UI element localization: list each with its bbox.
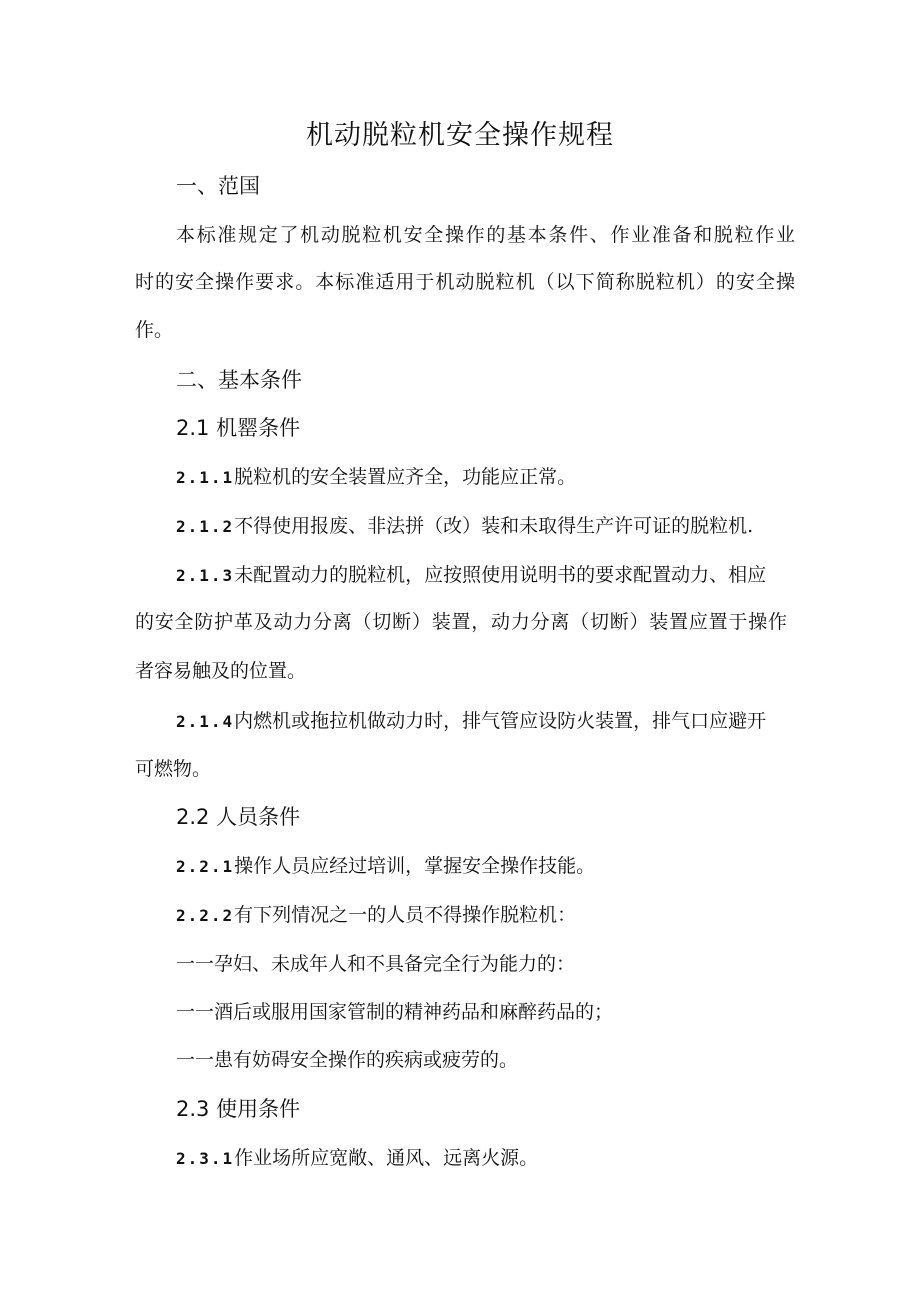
paragraph-line: 本标准规定了机动脱粒机安全操作的基本条件、作业准备和脱粒作业 (176, 224, 795, 246)
section-heading-scope: 一、范国 (176, 174, 260, 198)
clause-text: 内燃机或拖拉机做动力时，排气管应设防火装置，排气口应避开 (234, 710, 767, 732)
paragraph-line: 时的安全操作要求。本标准适用于机动脱粒机（以下简称脱粒机）的安全操 (135, 271, 795, 293)
clause-2-2-1 (176, 852, 836, 881)
clause-2-1-2 (176, 512, 836, 541)
clause-number: 2.2.1 (176, 857, 235, 876)
paragraph-line: 作。 (135, 319, 174, 341)
clause-text: 有下列情况之一的人员不得操作脱粒机： (234, 904, 577, 926)
list-item: 一一孕妇、未成年人和不具备完全行为能力的： (176, 953, 576, 975)
clause-2-2-2 (176, 901, 836, 930)
subsection-heading-machine: 2.1 机罂条件 (176, 416, 301, 440)
clause-text: 未配置动力的脱粒机，应按照使用说明书的要求配置动力、相应 (234, 564, 767, 586)
clause-text: 脱粒机的安全装置应齐全，功能应正常。 (234, 466, 577, 488)
clause-2-1-1 (176, 463, 836, 492)
clause-2-1-3-line-2: 的安全防护革及动力分离（切断）装置，动力分离（切断）装置应置于操作 (135, 611, 787, 633)
subsection-heading-personnel: 2.2 人员条件 (176, 805, 301, 829)
list-item: 一一患有妨碍安全操作的疾病或疲劳的。 (176, 1049, 519, 1071)
clause-2-1-4-line-2: 可燃物。 (135, 758, 212, 780)
section-heading-basic-conditions: 二、基本条件 (176, 368, 302, 392)
clause-number: 2.1.3 (176, 566, 235, 585)
clause-2-1-3-line-3: 者容易触及的位置。 (135, 660, 307, 682)
clause-2-3-1 (176, 1144, 836, 1173)
clause-number: 2.1.4 (176, 712, 235, 731)
page-title: 机动脱粒机安全操作规程 (306, 120, 614, 151)
clause-text: 不得使用报废、非法拼（改）装和未取得生产许可证的脱粒机. (234, 515, 754, 537)
clause-number: 2.1.1 (176, 468, 235, 487)
list-item: 一一酒后或服用国家管制的精神药品和麻醉药品的； (176, 1001, 614, 1023)
clause-2-1-4 (176, 707, 836, 736)
clause-number: 2.1.2 (176, 517, 235, 536)
clause-2-1-3 (176, 561, 836, 590)
clause-number: 2.3.1 (176, 1149, 235, 1168)
subsection-heading-usage: 2.3 使用条件 (176, 1097, 301, 1121)
clause-number: 2.2.2 (176, 906, 235, 925)
clause-text: 操作人员应经过培训，掌握安全操作技能。 (234, 855, 596, 877)
clause-text: 作业场所应宽敞、通风、远离火源。 (234, 1147, 539, 1169)
